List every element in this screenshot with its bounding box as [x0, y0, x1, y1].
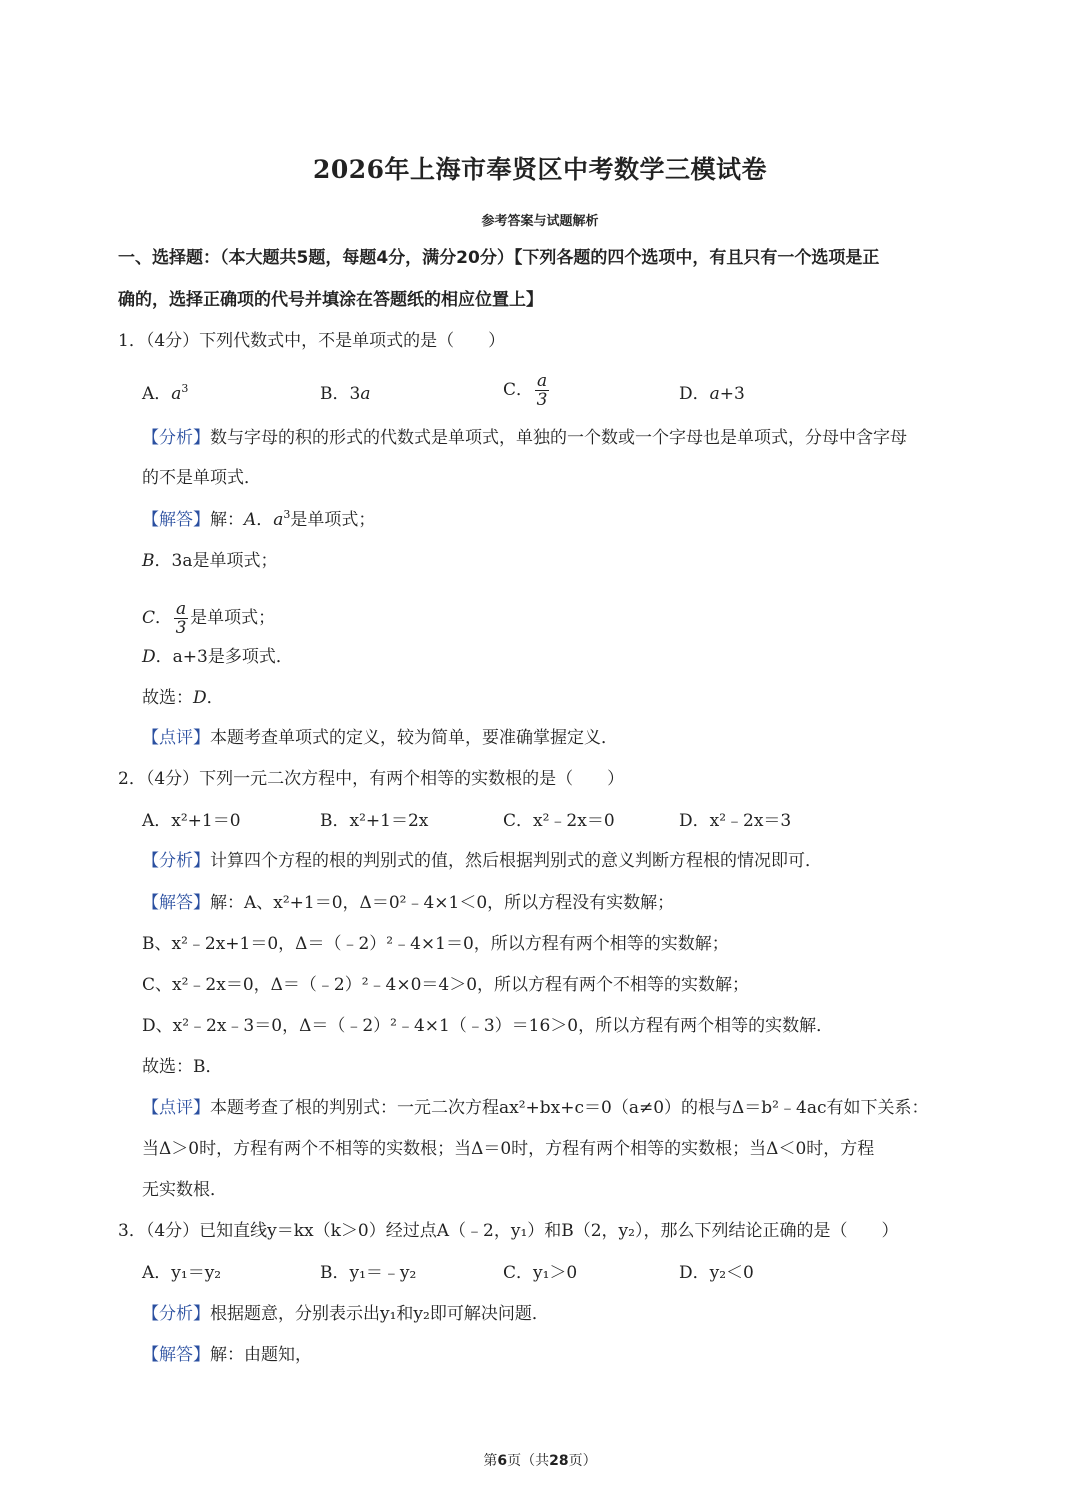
q3-solution: 【解答】解：由题知，: [142, 1345, 312, 1365]
q2-solution-b: B、x²﹣2x+1＝0，Δ＝（﹣2）²﹣4×1＝0，所以方程有两个相等的实数解；: [142, 934, 729, 954]
q1-analysis-line2: 的不是单项式．: [142, 468, 261, 488]
q1-analysis-line1: 【分析】数与字母的积的形式的代数式是单项式，单独的一个数或一个字母也是单项式，分母中含字母: [142, 428, 907, 448]
q2-analysis: 【分析】计算四个方程的根的判别式的值，然后根据判别式的意义判断方程根的情况即可．: [142, 851, 822, 871]
review-tag: 【点评】: [142, 728, 210, 748]
total-page-count: 28: [549, 1453, 569, 1469]
q3-option-b: B．y₁＝﹣y₂: [320, 1263, 417, 1283]
q1-option-d-var: a: [709, 384, 720, 404]
q1-option-b-var: a: [360, 384, 371, 404]
q1-option-c-label: C．: [503, 380, 534, 400]
q1-option-b-label: B．3: [320, 384, 361, 404]
q2-review-line2: 当Δ＞0时，方程有两个不相等的实数根；当Δ＝0时，方程有两个相等的实数根；当Δ＜0时，方程: [142, 1139, 875, 1159]
q1-option-a-label: A．: [142, 384, 172, 404]
solution-tag: 【解答】: [142, 893, 210, 913]
q3-analysis: 【分析】根据题意，分别表示出y₁和y₂即可解决问题．: [142, 1304, 549, 1324]
q1-solution-d: D．a+3是多项式．: [142, 647, 293, 667]
q2-solution-a: 【解答】解：A、x²+1＝0，Δ＝0²﹣4×1＜0，所以方程没有实数解；: [142, 893, 675, 913]
solution-tag: 【解答】: [142, 510, 210, 530]
page-title: 2026年上海市奉贤区中考数学三模试卷: [312, 155, 768, 184]
current-page-number: 6: [497, 1453, 508, 1469]
q1-solution-c-fraction: $\frac{a}{3}$: [175, 599, 187, 638]
page-subtitle: 参考答案与试题解析: [481, 214, 599, 229]
section-heading-line2: 确的，选择正确项的代号并填涂在答题纸的相应位置上】: [118, 290, 543, 310]
q2-option-b: B．x²+1＝2x: [320, 811, 429, 831]
section-heading-line1: 一、选择题：（本大题共5题，每题4分，满分20分）【下列各题的四个选项中，有且只有一个选项是正: [118, 248, 880, 268]
q1-option-c-numerator: a: [537, 371, 548, 391]
q2-solution-c: C、x²﹣2x＝0，Δ＝（﹣2）²﹣4×0＝4＞0，所以方程有两个不相等的实数解；: [142, 975, 750, 995]
q1-stem: 1．（4分）下列代数式中，不是单项式的是（ ）: [118, 331, 506, 351]
q1-option-c-denominator: 3: [536, 390, 548, 410]
q1-option-d: [679, 382, 745, 406]
page-footer: 第6页（共28页）: [483, 1453, 597, 1469]
q2-review-line3: 无实数根．: [142, 1180, 227, 1200]
q3-option-a: A．y₁＝y₂: [142, 1263, 222, 1283]
q1-review: 【点评】本题考查单项式的定义，较为简单，要准确掌握定义．: [142, 728, 618, 748]
q3-stem: 3．（4分）已知直线y＝kx（k＞0）经过点A（﹣2，y₁）和B（2，y₂），那么下列结论正确的是（ ）: [118, 1221, 899, 1241]
q2-stem: 2．（4分）下列一元二次方程中，有两个相等的实数根的是（ ）: [118, 769, 625, 789]
analysis-tag: 【分析】: [142, 851, 210, 871]
q1-choose: 故选：D．: [142, 688, 224, 708]
review-tag: 【点评】: [142, 1098, 210, 1118]
q3-option-d: D．y₂＜0: [679, 1263, 754, 1283]
q2-option-a: A．x²+1＝0: [142, 811, 241, 831]
q2-option-d: D．x²﹣2x＝3: [679, 811, 792, 831]
solution-tag: 【解答】: [142, 1345, 210, 1365]
q2-solution-d: D、x²﹣2x﹣3＝0，Δ＝（﹣2）²﹣4×1（﹣3）＝16＞0，所以方程有两个相等的实数解．: [142, 1016, 834, 1036]
q1-option-d-rest: +3: [719, 384, 745, 404]
q1-solution-a: 【解答】解：A．$a^3$是单项式；: [142, 508, 376, 530]
q1-option-d-label: D．: [679, 384, 710, 404]
q1-solution-c: C． $\frac{a}{3}$ 是单项式；: [142, 599, 276, 638]
q1-option-a: A．$a^3$: [142, 382, 189, 404]
q2-review-line1: 【点评】本题考查了根的判别式：一元二次方程ax²+bx+c＝0（a≠0）的根与Δ＝b²﹣4ac有如下关系：: [142, 1098, 929, 1118]
q2-option-c: C．x²﹣2x＝0: [503, 811, 615, 831]
q1-solution-b: B．3a是单项式；: [142, 551, 278, 571]
analysis-tag: 【分析】: [142, 1304, 210, 1324]
analysis-tag: 【分析】: [142, 428, 210, 448]
q1-option-c-fraction: [535, 372, 549, 409]
q2-choose: 故选：B．: [142, 1057, 223, 1077]
q1-option-b: [320, 382, 370, 406]
q3-option-c: C．y₁＞0: [503, 1263, 578, 1283]
q1-option-c: [503, 372, 551, 409]
